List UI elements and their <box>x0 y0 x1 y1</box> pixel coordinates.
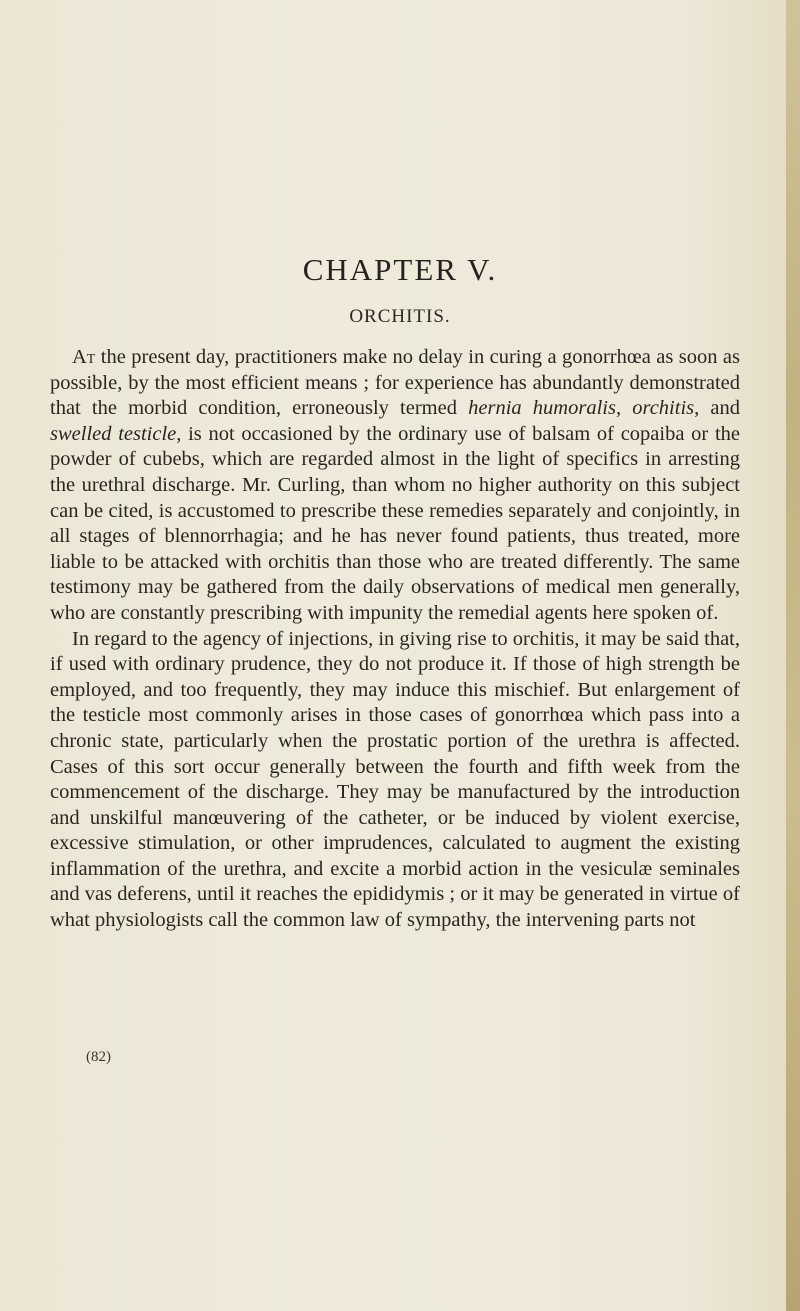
page-edge-stain <box>786 0 800 1311</box>
text-run: the present day, practitioners make no delay in curing a gonorrhœa as soon as possible, by the most efficient means ; for experience has abundantly demonstrated that the morbid condition, erroneously termed <box>50 346 740 420</box>
body-text <box>50 345 740 934</box>
chapter-title: CHAPTER V. <box>302 252 498 287</box>
paragraph <box>50 627 740 934</box>
italic-term: swelled testicle <box>50 422 177 445</box>
italic-term: orchitis <box>632 397 695 420</box>
text-run: In regard to the agency of injections, in giving rise to orchitis, it may be said that, if used with ordinary prudence, they do not produce it. If those of high strength be employed, and too frequently, they may induce this mischief. But enlargement of the testicle most commonly arises in those cases of gonorrhœa which pass into a chronic state, particularly when the prostatic portion of the urethra is affected. Cases of this sort occur generally between the fourth and fifth week from the commencement of the discharge. They may be manufactured by the introduction and unskilful manœuvering of the catheter, or be induced by violent exercise, excessive stimulation, or other imprudences, calculated to augment the existing inflammation of the urethra, and excite a morbid action in the vesiculæ seminales and vas deferens, until it reaches the epididymis ; or it may be generated in virtue of what physiologists call the common law of sympathy, the intervening parts not <box>50 627 740 932</box>
paragraph <box>50 345 740 627</box>
text-run: , <box>615 397 633 420</box>
section-title: ORCHITIS. <box>349 306 451 327</box>
opening-word: At <box>72 346 96 368</box>
text-run: , and <box>694 397 740 420</box>
page-number: (82) <box>86 1049 111 1065</box>
text-run: , is not occasioned by the ordinary use of balsam of copaiba or the powder of cubebs, which are regarded almost in the light of specifics in arresting the urethral discharge. Mr. Curling, than whom no higher authority on this subject can be cited, is accustomed to prescribe these remedies separately and conjointly, in all stages of blennorrhagia; and he has never found patients, thus treated, more liable to be attacked with orchitis than those who are treated differently. The same testimony may be gathered from the daily observations of medical men generally, who are constantly prescribing with impunity the remedial agents here spoken of. <box>50 422 741 624</box>
italic-term: hernia humoralis <box>468 397 616 420</box>
